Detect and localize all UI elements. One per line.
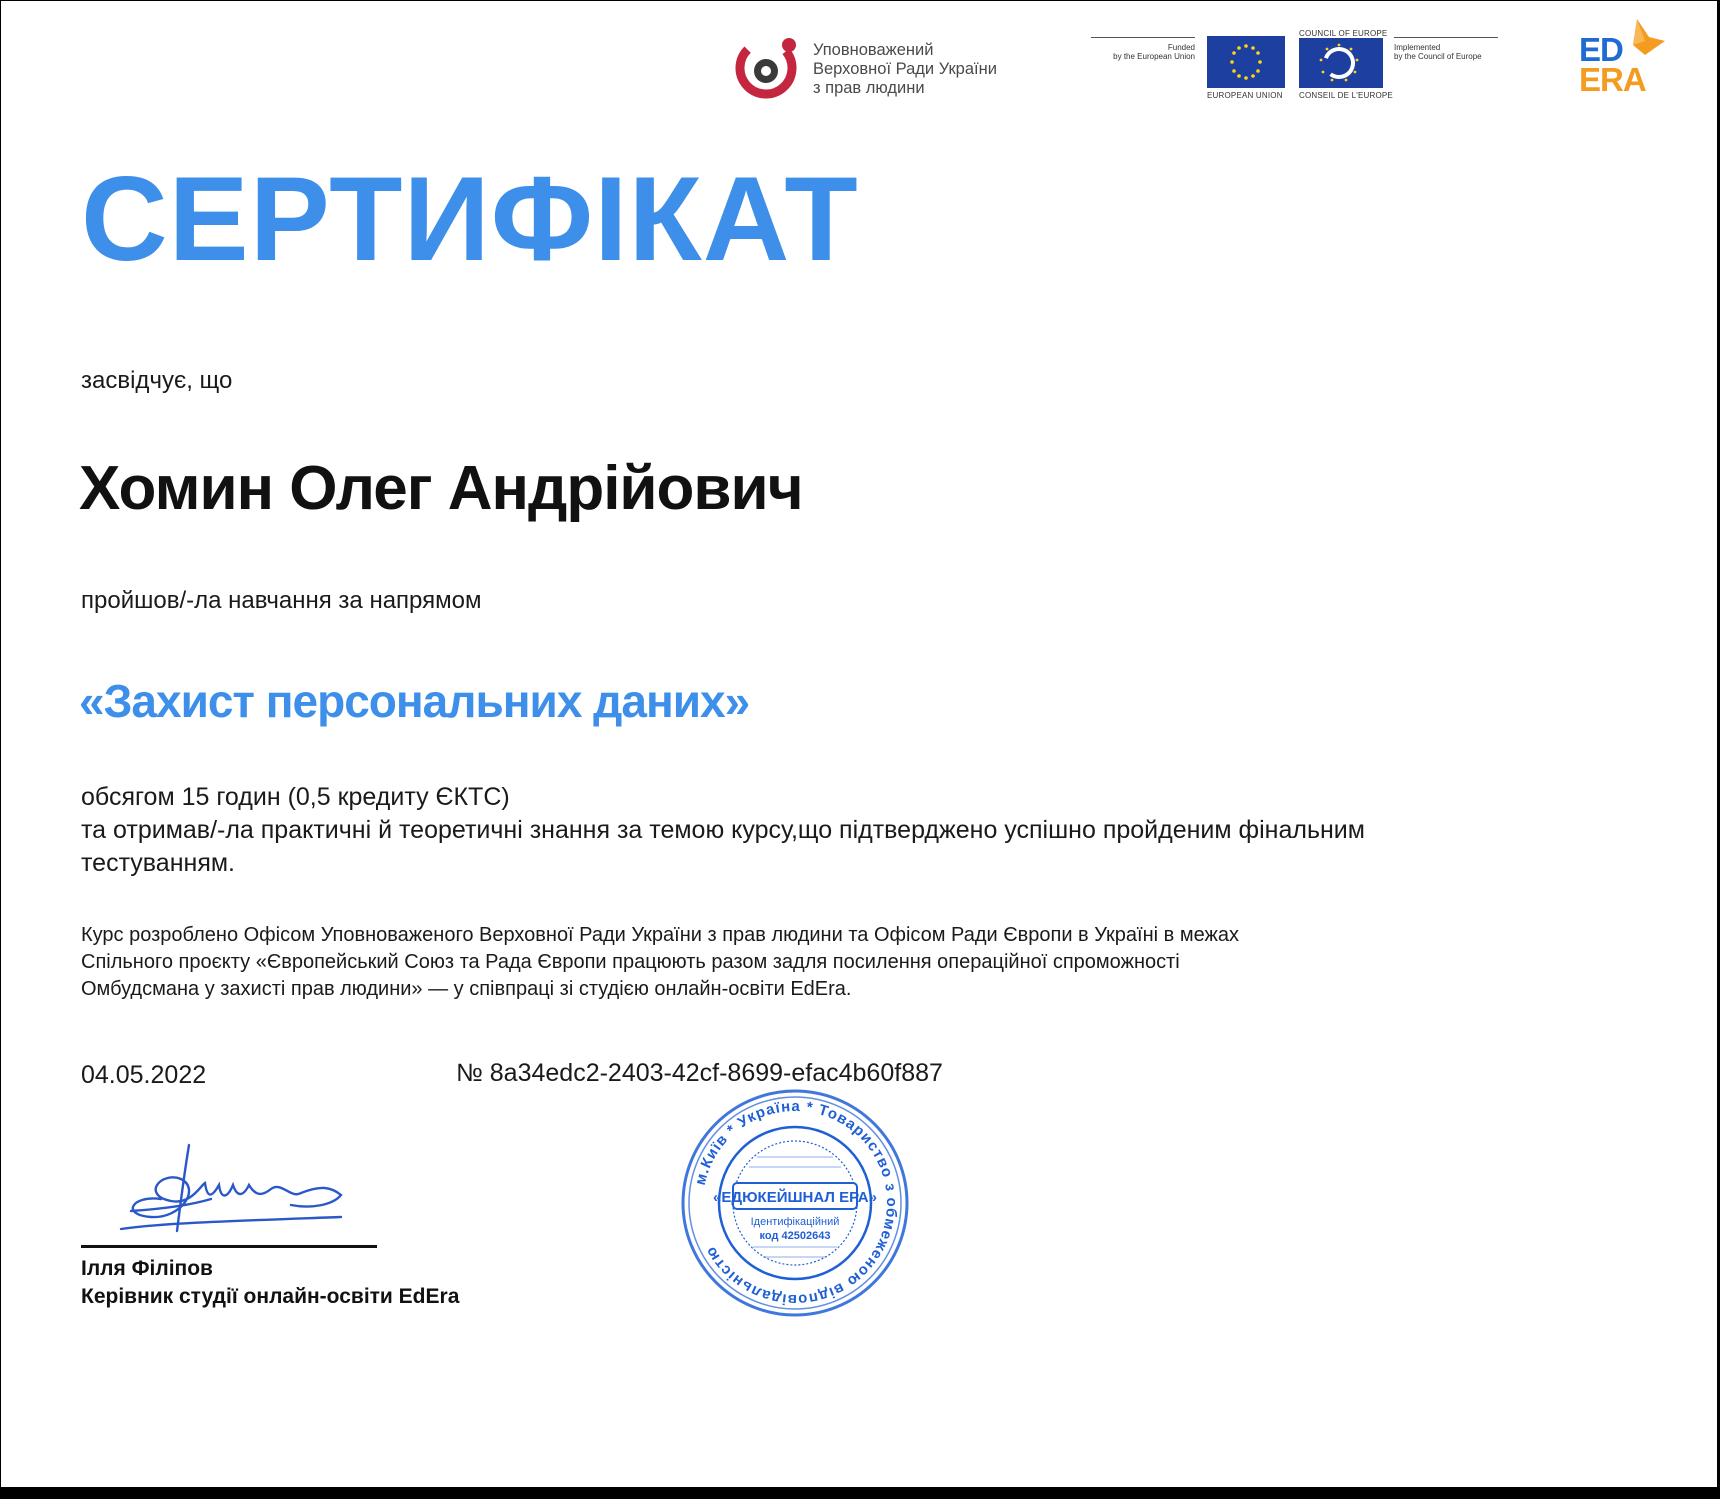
recipient-name: Хомин Олег Андрійович <box>79 454 803 523</box>
svg-text:Ідентифікаційний: Ідентифікаційний <box>750 1216 840 1228</box>
course-title: «Захист персональних даних» <box>79 675 750 727</box>
coe-caption: CONSEIL DE L'EUROPE <box>1299 91 1393 100</box>
funded-by-eu-label: Funded by the European Union <box>1113 43 1195 61</box>
ombudsman-logo-icon <box>731 33 805 101</box>
ombudsman-logo-text: Уповноважений Верховної Ради України з прав людини <box>813 41 997 97</box>
signatory-name: Ілля Філіпов <box>81 1257 213 1280</box>
svg-text:м.Київ * Україна * Товариство: м.Київ * Україна * Товариство з обмеженою відповідальністю <box>691 1097 901 1309</box>
svg-text:«ЕДЮКЕЙШНАЛ ЕРА»: «ЕДЮКЕЙШНАЛ ЕРА» <box>713 1189 877 1206</box>
signature-line <box>81 1245 377 1248</box>
eu-flag-icon <box>1207 36 1285 88</box>
edera-logo-bottom: ERA <box>1579 61 1646 98</box>
signature-icon <box>101 1139 361 1239</box>
certificate-title: СЕРТИФІКАТ <box>81 152 859 286</box>
implemented-divider <box>1394 37 1498 38</box>
course-volume-text: обсягом 15 годин (0,5 кредиту ЄКТС) та отримав/-ла практичні й теоретичні знання за темою курсу,що підтверджено успішно пройденим фінальним тестуванням. <box>81 783 1365 877</box>
signatory-role: Керівник студії онлайн-освіти EdEra <box>81 1285 460 1308</box>
company-seal-icon <box>677 1087 913 1319</box>
attests-text: засвідчує, що <box>81 367 233 394</box>
issue-date: 04.05.2022 <box>81 1061 207 1089</box>
edera-logo-top: ED <box>1579 31 1623 68</box>
council-of-europe-flag-icon <box>1299 38 1383 88</box>
edera-logo-icon <box>1623 17 1667 61</box>
certificate-number: № 8a34edc2-2403-42cf-8699-efac4b60f887 <box>456 1059 943 1087</box>
implemented-by-coe-label: Implemented by the Council of Europe <box>1394 43 1482 61</box>
studied-text: пройшов/-ла навчання за напрямом <box>81 587 482 614</box>
funded-divider <box>1091 37 1195 38</box>
project-note: Курс розроблено Офісом Уповноваженого Верховної Ради України з прав людини та Офісом Ради Європи в Україні в межах Спільного проєкту «Європейський Союз та Рада Європи працюють разом задля посилення операційної спроможності Омбудсмана у захисті прав людини» — у співпраці зі студією онлайн-освіти EdEra. <box>81 924 1239 1000</box>
svg-text:код 42502643: код 42502643 <box>759 1230 831 1242</box>
eu-caption: EUROPEAN UNION <box>1207 91 1283 100</box>
coe-top-caption: COUNCIL OF EUROPE <box>1299 29 1388 38</box>
